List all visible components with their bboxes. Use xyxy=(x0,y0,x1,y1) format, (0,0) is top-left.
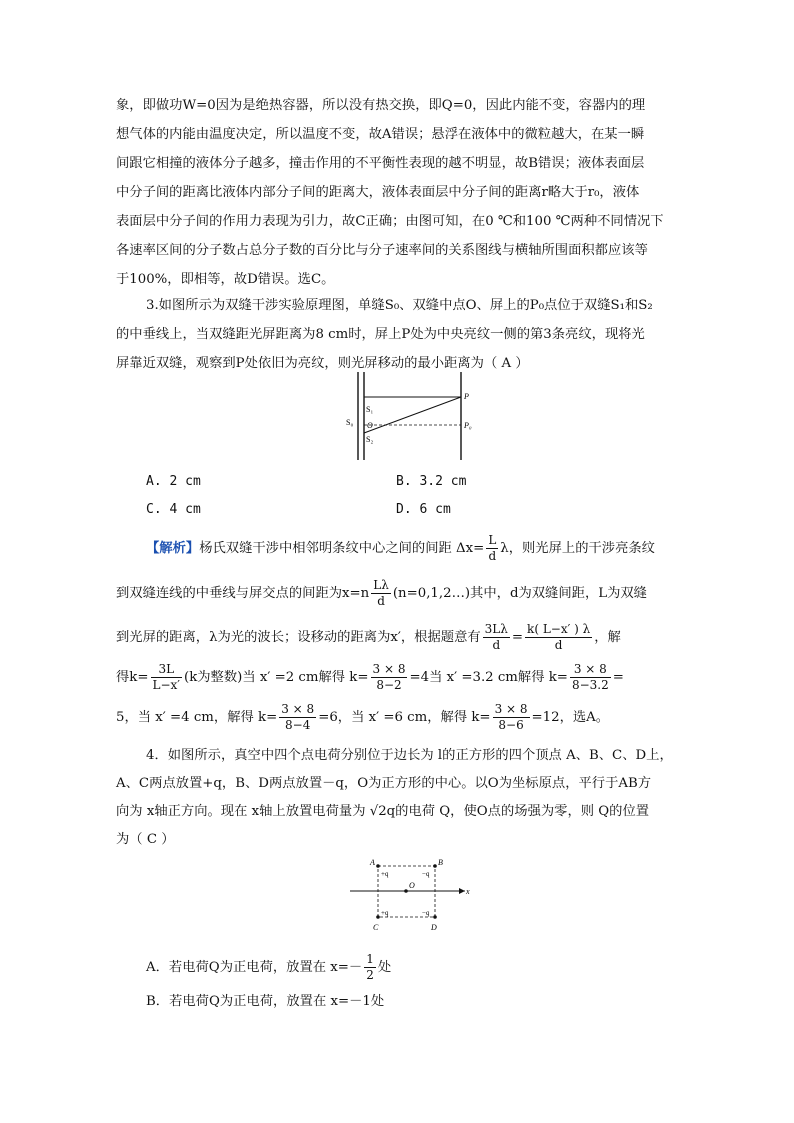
text-span: = xyxy=(511,630,524,645)
text-span: 得k= xyxy=(116,670,149,685)
solution-line xyxy=(116,702,609,733)
fraction: $\frac{3L\lambda}{d}$ xyxy=(484,622,508,652)
solution-line xyxy=(146,533,655,564)
fraction: $\frac{3 \times 8}{8-6}$ xyxy=(494,702,528,732)
text-span: A．若电荷Q为正电荷，放置在 x=－ xyxy=(146,960,363,975)
label-b: B xyxy=(438,858,443,867)
text-span: = xyxy=(612,670,624,685)
text-span: 5，当 x′ =4 cm，解得 k= xyxy=(116,710,278,725)
label-o: O xyxy=(409,881,415,890)
text-line: 为（ C ） xyxy=(116,832,175,847)
text-line: 表面层中分子间的作用力表现为引力，故C正确；由图可知，在0 ℃和100 ℃两种不同情况下 xyxy=(116,214,664,229)
question-4-stem: 4．如图所示，真空中四个点电荷分别位于边长为 l的正方形的四个顶点 A、B、C、D上， xyxy=(146,748,673,763)
label-d: D xyxy=(431,923,437,932)
text-line: 屏靠近双缝，观察到P处依旧为亮纹，则光屏移动的最小距离为（ A ） xyxy=(116,356,529,371)
text-span: 处 xyxy=(377,960,392,975)
fraction: $\frac{L}{d}$ xyxy=(488,533,497,563)
text-line: 各速率区间的分子数占总分子数的百分比与分子速率间的关系图线与横轴所围面积都应该等 xyxy=(116,243,648,258)
text-line: 想气体的内能由温度决定，所以温度不变，故A错误；悬浮在液体中的微粒越大，在某一瞬 xyxy=(116,127,645,142)
solution-line xyxy=(116,662,624,693)
option-d: D. 6 cm xyxy=(396,502,451,517)
text-line: 的中垂线上，当双缝距光屏距离为8 cm时，屏上P处为中央亮纹一侧的第3条亮纹，现将光 xyxy=(116,327,645,342)
fraction: $\frac{k( L-x' ) \lambda}{d}$ xyxy=(527,622,591,652)
text-line: 中分子间的距离比液体内部分子间的距离大，液体表面层中分子间的距离r略大于r₀，液体 xyxy=(116,185,640,200)
charge-b: −q xyxy=(422,870,430,878)
label-o: O xyxy=(367,421,373,430)
question-3-stem: 3.如图所示为双缝干涉实验原理图，单缝S₀、双缝中点O、屏上的P₀点位于双缝S₁和S₂ xyxy=(146,298,653,313)
option-c: C. 4 cm xyxy=(146,502,201,517)
text-line: 于100%，即相等，故D错误。选C。 xyxy=(116,272,335,287)
solution-line xyxy=(116,578,647,609)
charge-d: −q xyxy=(422,909,430,917)
text-span: ，解 xyxy=(594,630,621,645)
text-line: 象，即做功W=0因为是绝热容器，所以没有热交换，即Q=0，因此内能不变，容器内的理 xyxy=(116,98,646,113)
text-line: A、C两点放置+q，B、D两点放置－q，O为正方形的中心。以O为坐标原点，平行于AB方 xyxy=(116,776,652,791)
label-s0: S₀ xyxy=(346,418,354,427)
option-a: A. 2 cm xyxy=(146,474,201,489)
fraction: $\frac{3 \times 8}{8-2}$ xyxy=(372,662,406,692)
solution-tag: 【解析】 xyxy=(146,541,200,556)
text-span: (k为整数)当 x′ =2 cm解得 k= xyxy=(184,670,369,685)
text-span: (n=0,1,2…)其中，d为双缝间距，L为双缝 xyxy=(392,586,647,601)
label-p: P xyxy=(464,392,469,401)
label-c: C xyxy=(373,923,379,932)
text-span: =4当 x′ =3.2 cm解得 k= xyxy=(409,670,568,685)
fraction: $\frac{3L}{L-x'}$ xyxy=(152,662,181,692)
label-s1: S₁ xyxy=(366,405,374,414)
fraction: $\frac{1}{2}$ xyxy=(366,952,374,982)
fraction: $\frac{3 \times 8}{8-4}$ xyxy=(281,702,315,732)
label-x-axis: x xyxy=(466,887,470,896)
charge-c: +q xyxy=(381,909,389,917)
option-b: B. 3.2 cm xyxy=(396,474,467,489)
fraction: $\frac{L\lambda}{d}$ xyxy=(373,578,389,608)
charge-a: +q xyxy=(381,870,389,878)
solution-line xyxy=(116,622,621,653)
text-span: 到光屏的距离，λ为光的波长；设移动的距离为x′，根据题意有 xyxy=(116,630,481,645)
label-p0: P₀ xyxy=(464,421,472,430)
fraction: $\frac{3 \times 8}{8-3.2}$ xyxy=(571,662,609,692)
label-s2: S₂ xyxy=(366,435,374,444)
text-span: 到双缝连线的中垂线与屏交点的间距为x=n xyxy=(116,586,370,601)
double-slit-figure xyxy=(340,368,490,464)
label-a: A xyxy=(370,858,375,867)
square-charges-figure xyxy=(345,855,475,937)
option-b: B．若电荷Q为正电荷，放置在 x=－1处 xyxy=(146,994,385,1009)
text-span: 杨氏双缝干涉中相邻明条纹中心之间的间距 Δx= xyxy=(199,541,485,556)
text-line: 间跟它相撞的液体分子越多，撞击作用的不平衡性表现的越不明显，故B错误；液体表面层 xyxy=(116,156,645,171)
text-span: λ，则光屏上的干涉亮条纹 xyxy=(500,541,655,556)
text-span: =6，当 x′ =6 cm，解得 k= xyxy=(318,710,491,725)
option-a xyxy=(146,952,391,983)
text-span: =12，选A。 xyxy=(531,710,610,725)
text-line: 向为 x轴正方向。现在 x轴上放置电荷量为 √2q的电荷 Q，使O点的场强为零，则 Q的位置 xyxy=(116,804,650,819)
